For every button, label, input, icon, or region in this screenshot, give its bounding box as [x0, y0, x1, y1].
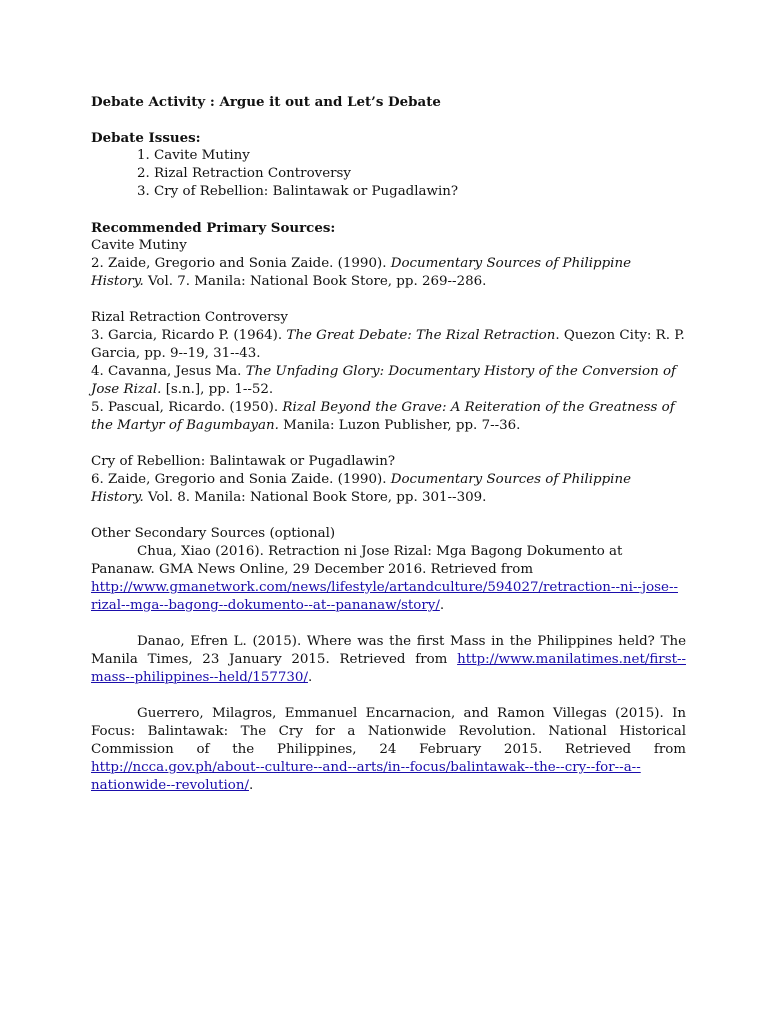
page-title: Debate Activity : Argue it out and Let’s Debate: [91, 94, 441, 110]
reference-entry: 2. Zaide, Gregorio and Sonia Zaide. (1990). Documentary Sources of Philippine History. Vol. 7. Manila: National Book Store, pp. 269--286.: [91, 256, 632, 289]
reference-entry: 5. Pascual, Ricardo. (1950). Rizal Beyond the Grave: A Reiteration of the Greatness of the Martyr of Bagumbayan. Manila: Luzon Publisher, pp. 7--36.: [91, 400, 675, 433]
list-item: 2. Rizal Retraction Controversy: [137, 166, 351, 181]
primary-sources-heading: Recommended Primary Sources:: [91, 220, 336, 236]
list-item: 3. Cry of Rebellion: Balintawak or Pugadlawin?: [137, 184, 459, 199]
group-title: Cavite Mutiny: [91, 238, 187, 253]
reference-entry: Guerrero, Milagros, Emmanuel Encarnacion, and Ramon Villegas (2015). In Focus: Balintawak: The Cry for a Nationwide Revolution. National Historical Commission of the Philippines, 24 February 2015. Retrieved from http://ncca.gov.ph/about--culture--and--arts/in--focus/balintawak--the--cry--for--a--nationwide--revolution/.: [91, 706, 686, 793]
group-title: Rizal Retraction Controversy: [91, 310, 288, 325]
debate-issues-list: [91, 147, 686, 201]
document-body: [91, 93, 686, 795]
reference-entry: Chua, Xiao (2016). Retraction ni Jose Rizal: Mga Bagong Dokumento at Pananaw. GMA News Online, 29 December 2016. Retrieved from http://www.gmanetwork.com/news/lifestyle/artandculture/594027/retraction--ni--jose--rizal--mga--bagong--dokumento--at--pananaw/story/.: [91, 544, 678, 613]
secondary-sources-heading: Other Secondary Sources (optional): [91, 526, 336, 541]
group-title: Cry of Rebellion: Balintawak or Pugadlawin?: [91, 454, 396, 469]
reference-entry: 3. Garcia, Ricardo P. (1964). The Great Debate: The Rizal Retraction. Quezon City: R. P. Garcia, pp. 9--19, 31--43.: [91, 328, 685, 361]
reference-entry: Danao, Efren L. (2015). Where was the first Mass in the Philippines held? The Manila Times, 23 January 2015. Retrieved from http://www.manilatimes.net/first--mass--philippines--held/157730/.: [91, 634, 686, 685]
reference-entry: 4. Cavanna, Jesus Ma. The Unfading Glory: Documentary History of the Conversion of Jose Rizal. [s.n.], pp. 1--52.: [91, 364, 677, 397]
reference-link[interactable]: http://www.gmanetwork.com/news/lifestyle/artandculture/594027/retraction--ni--jose--rizal--mga--bagong--dokumento--at--pananaw/story/: [91, 580, 678, 613]
reference-link[interactable]: http://ncca.gov.ph/about--culture--and--arts/in--focus/balintawak--the--cry--for--a--nationwide--revolution/: [91, 760, 641, 793]
list-item: 1. Cavite Mutiny: [137, 148, 250, 163]
debate-issues-heading: Debate Issues:: [91, 130, 201, 146]
reference-link[interactable]: http://www.manilatimes.net/first--mass--philippines--held/157730/: [91, 652, 686, 685]
reference-entry: 6. Zaide, Gregorio and Sonia Zaide. (1990). Documentary Sources of Philippine History. Vol. 8. Manila: National Book Store, pp. 301--309.: [91, 472, 632, 505]
